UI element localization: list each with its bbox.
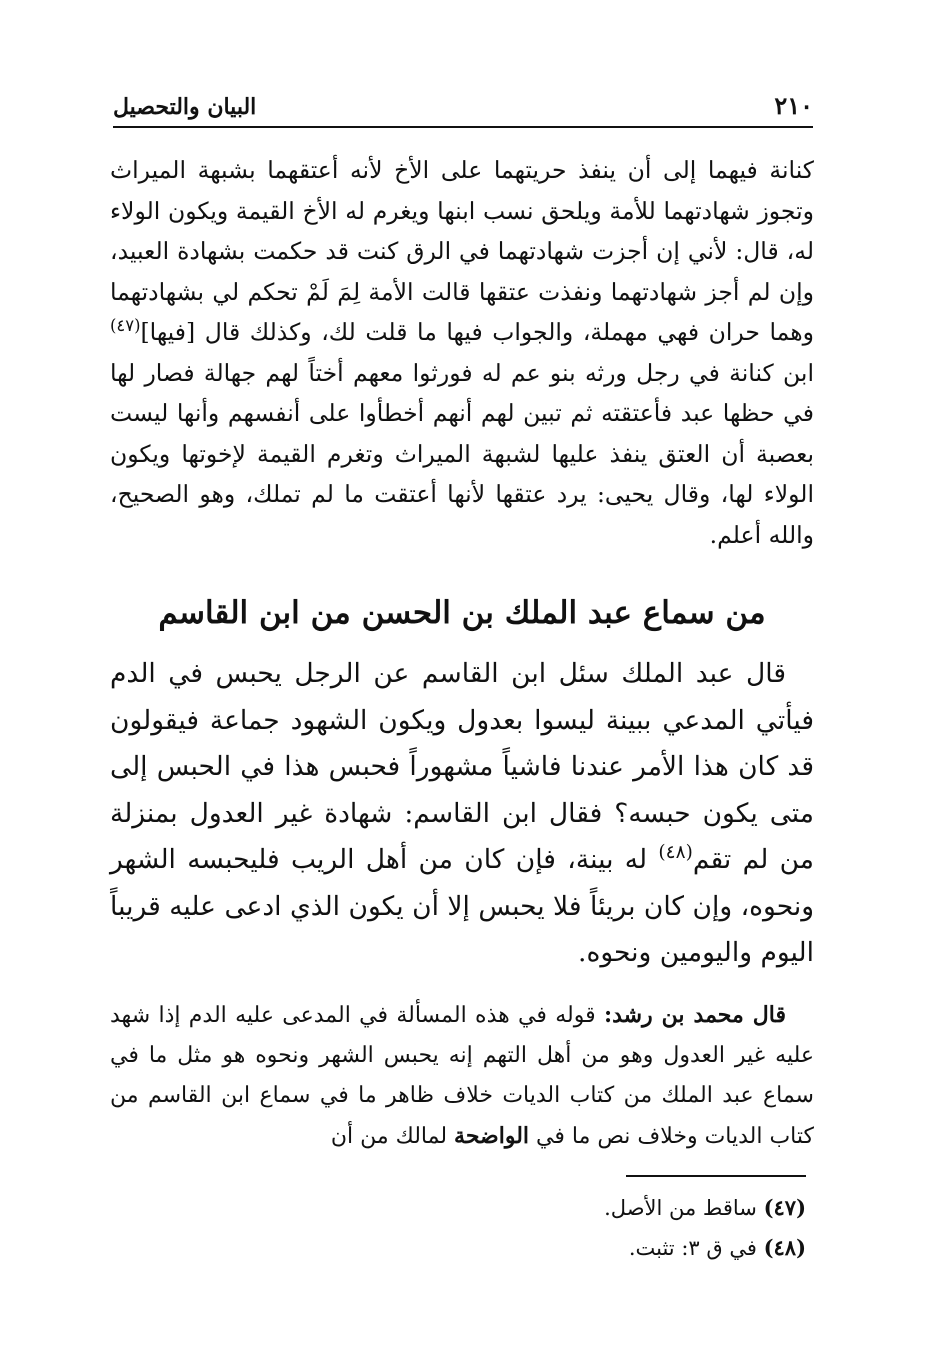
footnote-text: في ق ٣: تثبت. xyxy=(628,1236,764,1260)
paragraph-text: ابن كنانة في رجل ورثه بنو عم له فورثوا معهم أختاً لهم جهالة فصار لها في حظها عبد فأعتقته ثم تبين لهم أنهم أخطأوا على أنفسهم وأنها ليست بعصبة أن العتق ينفذ عليها لشبهة الميراث وتغرم القيمة لإخوتها ويكون الولاء لها، وقال يحيى: يرد عتقها لأنها أعتقت ما لم تملك، وهو الصحيح، والله أعلم. xyxy=(110,358,814,549)
footnote-divider xyxy=(626,1175,806,1177)
commentary-lead: قال محمد بن رشد: xyxy=(603,1001,786,1028)
paragraph-continuation xyxy=(110,150,814,555)
page-number: ٢١٠ xyxy=(774,91,813,120)
footnote-ref-47[interactable]: (٤٧) xyxy=(110,316,141,336)
paragraph-text: له بينة، فإن كان من أهل الريب فليحبسه الشهر ونحوه، وإن كان بريئاً فلا يحبس إلا أن يكون الذي ادعى عليه قريباً اليوم واليومين ونحوه. xyxy=(110,844,814,968)
footnote-number: (٤٨) xyxy=(763,1235,806,1260)
book-title: البيان والتحصيل xyxy=(113,94,257,120)
paragraph-commentary xyxy=(110,995,814,1157)
paragraph-section xyxy=(110,651,814,977)
page-header xyxy=(113,88,813,128)
page-body xyxy=(110,150,814,1157)
book-reference: الواضحة xyxy=(454,1122,530,1149)
paragraph-text: لمالك من أن xyxy=(330,1123,455,1149)
footnote-48 xyxy=(500,1228,806,1268)
paragraph-text: قال عبد الملك سئل ابن القاسم عن الرجل يحبس في الدم فيأتي المدعي ببينة ليسوا بعدول ويكون الشهود جماعة فيقولون قد كان هذا الأمر عندنا فاشياً مشهوراً فحبس هذا في الحبس إلى متى يكون حبسه؟ فقال ابن القاسم: شهادة غير العدول بمنزلة من لم تقم xyxy=(110,658,815,875)
footnotes xyxy=(500,1188,806,1268)
footnote-47 xyxy=(500,1188,806,1228)
footnote-ref-48[interactable]: (٤٨) xyxy=(658,842,693,864)
paragraph-text: قوله في هذه المسألة في المدعى عليه الدم إذا شهد عليه غير العدول وهو من أهل التهم إنه يحبس الشهر ونحوه هو مثل ما في سماع عبد الملك من كتاب الديات خلاف ظاهر ما في سماع ابن القاسم من كتاب الديات وخلاف نص ما في xyxy=(110,1002,814,1149)
section-heading: من سماع عبد الملك بن الحسن من ابن القاسم xyxy=(158,595,766,631)
footnote-number: (٤٧) xyxy=(763,1195,806,1220)
footnote-text: ساقط من الأصل. xyxy=(604,1196,764,1220)
paragraph-text: كنانة فيهما إلى أن ينفذ حريتهما على الأخ لأنه أعتقهما بشبهة الميراث وتجوز شهادتهما للأمة ويلحق نسب ابنها ويغرم له الأخ القيمة ويكون الولاء له، قال: لأني إن أجزت شهادتهما في الرق كنت قد حكمت بشهادة العبيد، وإن لم أجز شهادتهما ونفذت عتقها قالت الأمة لِمَ لَمْ تحكم لي بشهادتهما وهما حران فهي مهملة، والجواب فيها ما قلت لك، وكذلك قال [فيها] xyxy=(110,156,814,346)
